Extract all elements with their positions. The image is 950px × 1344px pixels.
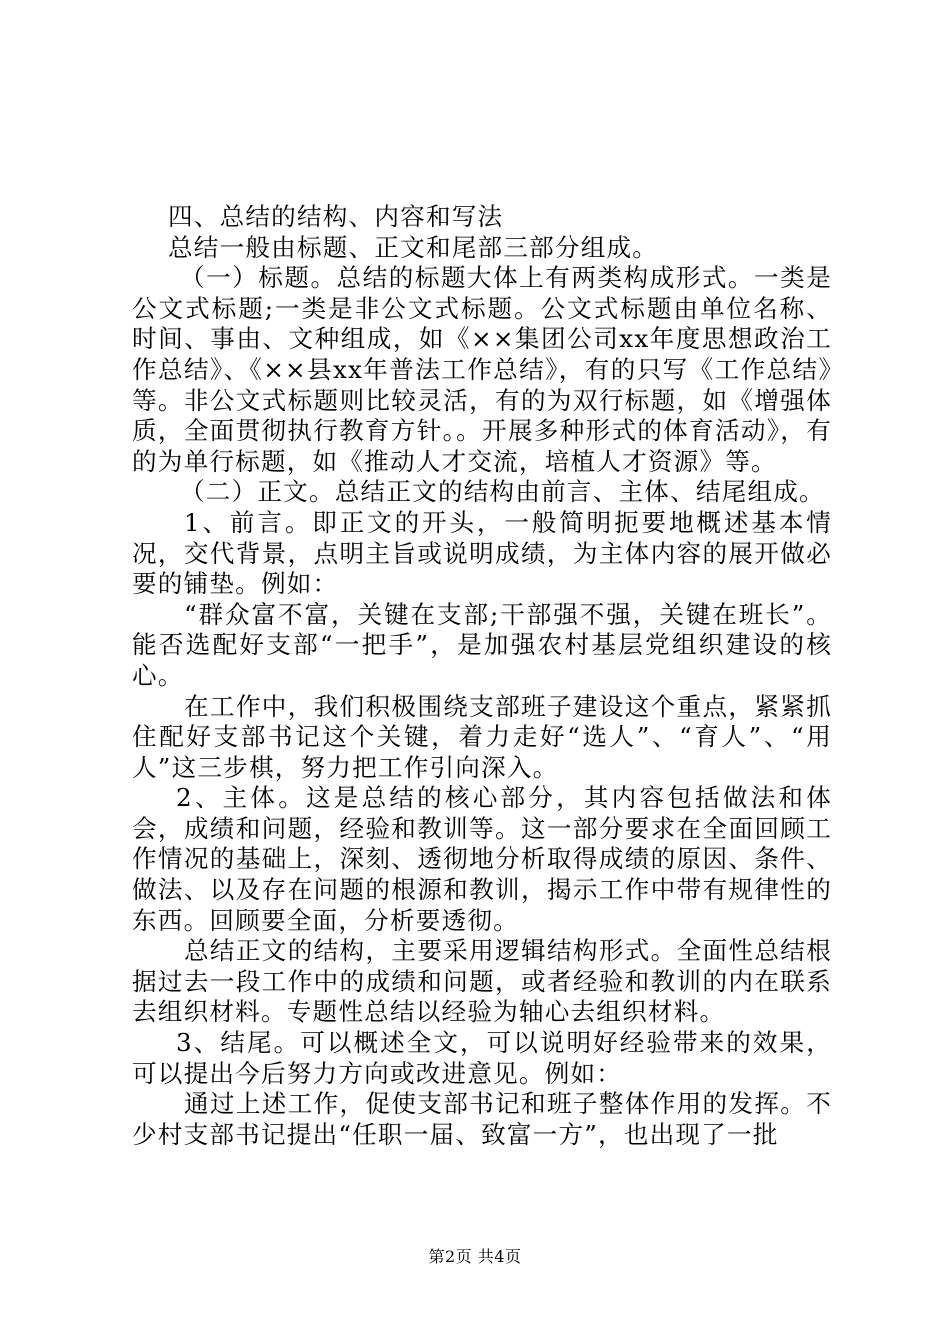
- paragraph: “群众富不富，关键在支部;干部强不强，关键在班长”。能否选配好支部“一把手”，是加强农村基层党组织建设的核心。: [132, 599, 832, 690]
- paragraph: 总结正文的结构，主要采用逻辑结构形式。全面性总结根据过去一段工作中的成绩和问题，或者经验和教训的内在联系去组织材料。专题性总结以经验为轴心去组织材料。: [132, 936, 832, 1027]
- paragraph: 1、前言。即正文的开头，一般简明扼要地概述基本情况，交代背景，点明主旨或说明成绩，为主体内容的展开做必要的铺垫。例如：: [132, 507, 832, 599]
- paragraph: 在工作中，我们积极围绕支部班子建设这个重点，紧紧抓住配好支部书记这个关键，着力走好“选人”、“育人”、“用人”这三步棋，努力把工作引向深入。: [132, 691, 832, 782]
- paragraph: 2、主体。这是总结的核心部分，其内容包括做法和体会，成绩和问题，经验和教训等。这一部分要求在全面回顾工作情况的基础上，深刻、透彻地分析取得成绩的原因、条件、做法、以及存在问题的根源和教训，揭示工作中带有规律性的东西。回顾要全面，分析要透彻。: [132, 783, 832, 935]
- paragraph: （一）标题。总结的标题大体上有两类构成形式。一类是公文式标题;一类是非公文式标题。公文式标题由单位名称、时间、事由、文种组成，如《××集团公司xx年度思想政治工作总结》、《××县xx年普法工作总结》，有的只写《工作总结》等。非公文式标题则比较灵活，有的为双行标题，如《增强体质，全面贯彻执行教育方针。。开展多种形式的体育活动》，有的为单行标题，如《推动人才交流，培植人才资源》等。: [132, 263, 832, 476]
- paragraph: 3、结尾。可以概述全文，可以说明好经验带来的效果，可以提出今后努力方向或改进意见。例如：: [132, 1028, 832, 1088]
- document-body: [132, 202, 832, 1150]
- paragraph: （二）正文。总结正文的结构由前言、主体、结尾组成。: [180, 477, 825, 507]
- section-heading: 四、总结的结构、内容和写法: [168, 202, 504, 231]
- paragraph: 通过上述工作，促使支部书记和班子整体作用的发挥。不少村支部书记提出“任职一届、致富一方”，也出现了一批: [132, 1089, 832, 1149]
- paragraph: 总结一般由标题、正文和尾部三部分组成。: [168, 232, 659, 262]
- page-number-footer: 第2页 共4页: [428, 1247, 522, 1266]
